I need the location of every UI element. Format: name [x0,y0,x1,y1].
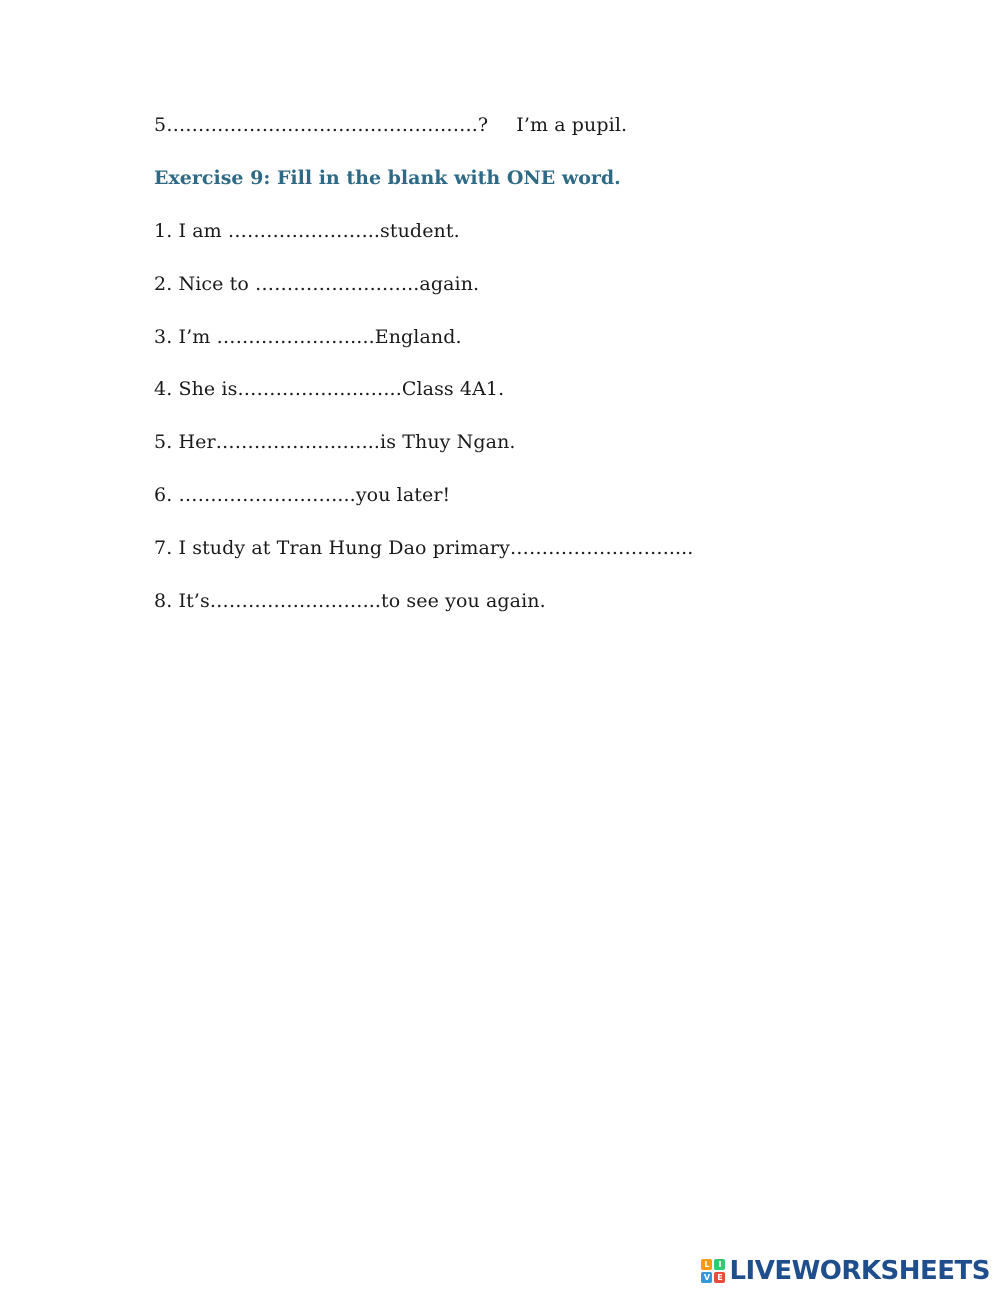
liveworksheets-logo-mark-icon [701,1259,725,1283]
exercise-item-6: 6. ……………………....you later! [154,484,451,506]
logo-mark-letter: I [714,1259,725,1270]
logo-text: LIVEWORKSHEETS [729,1256,990,1286]
logo-mark-letter: E [714,1272,725,1283]
item-5-answer: I’m a pupil. [516,114,628,136]
logo-mark-letter: V [701,1272,712,1283]
exercise-item-3: 3. I’m …………………....England. [154,326,462,348]
exercise-item-1: 1. I am …………………...student. [154,220,460,242]
exercise-item-5: 5. Her……………..……...is Thuy Ngan. [154,431,516,453]
exercise-item-4: 4. She is………………..…...Class 4A1. [154,378,505,400]
exercise-heading: Exercise 9: Fill in the blank with ONE word. [154,167,621,189]
logo-mark-letter: L [701,1259,712,1270]
item-5-question: 5………………………………………….? [154,114,489,136]
exercise-item-7: 7. I study at Tran Hung Dao primary……………………..... [154,537,694,559]
liveworksheets-logo [701,1256,990,1286]
previous-exercise-item-5 [154,113,627,137]
exercise-item-8: 8. It’s……………………...to see you again. [154,590,546,612]
exercise-item-2: 2. Nice to ………………..…...again. [154,273,480,295]
